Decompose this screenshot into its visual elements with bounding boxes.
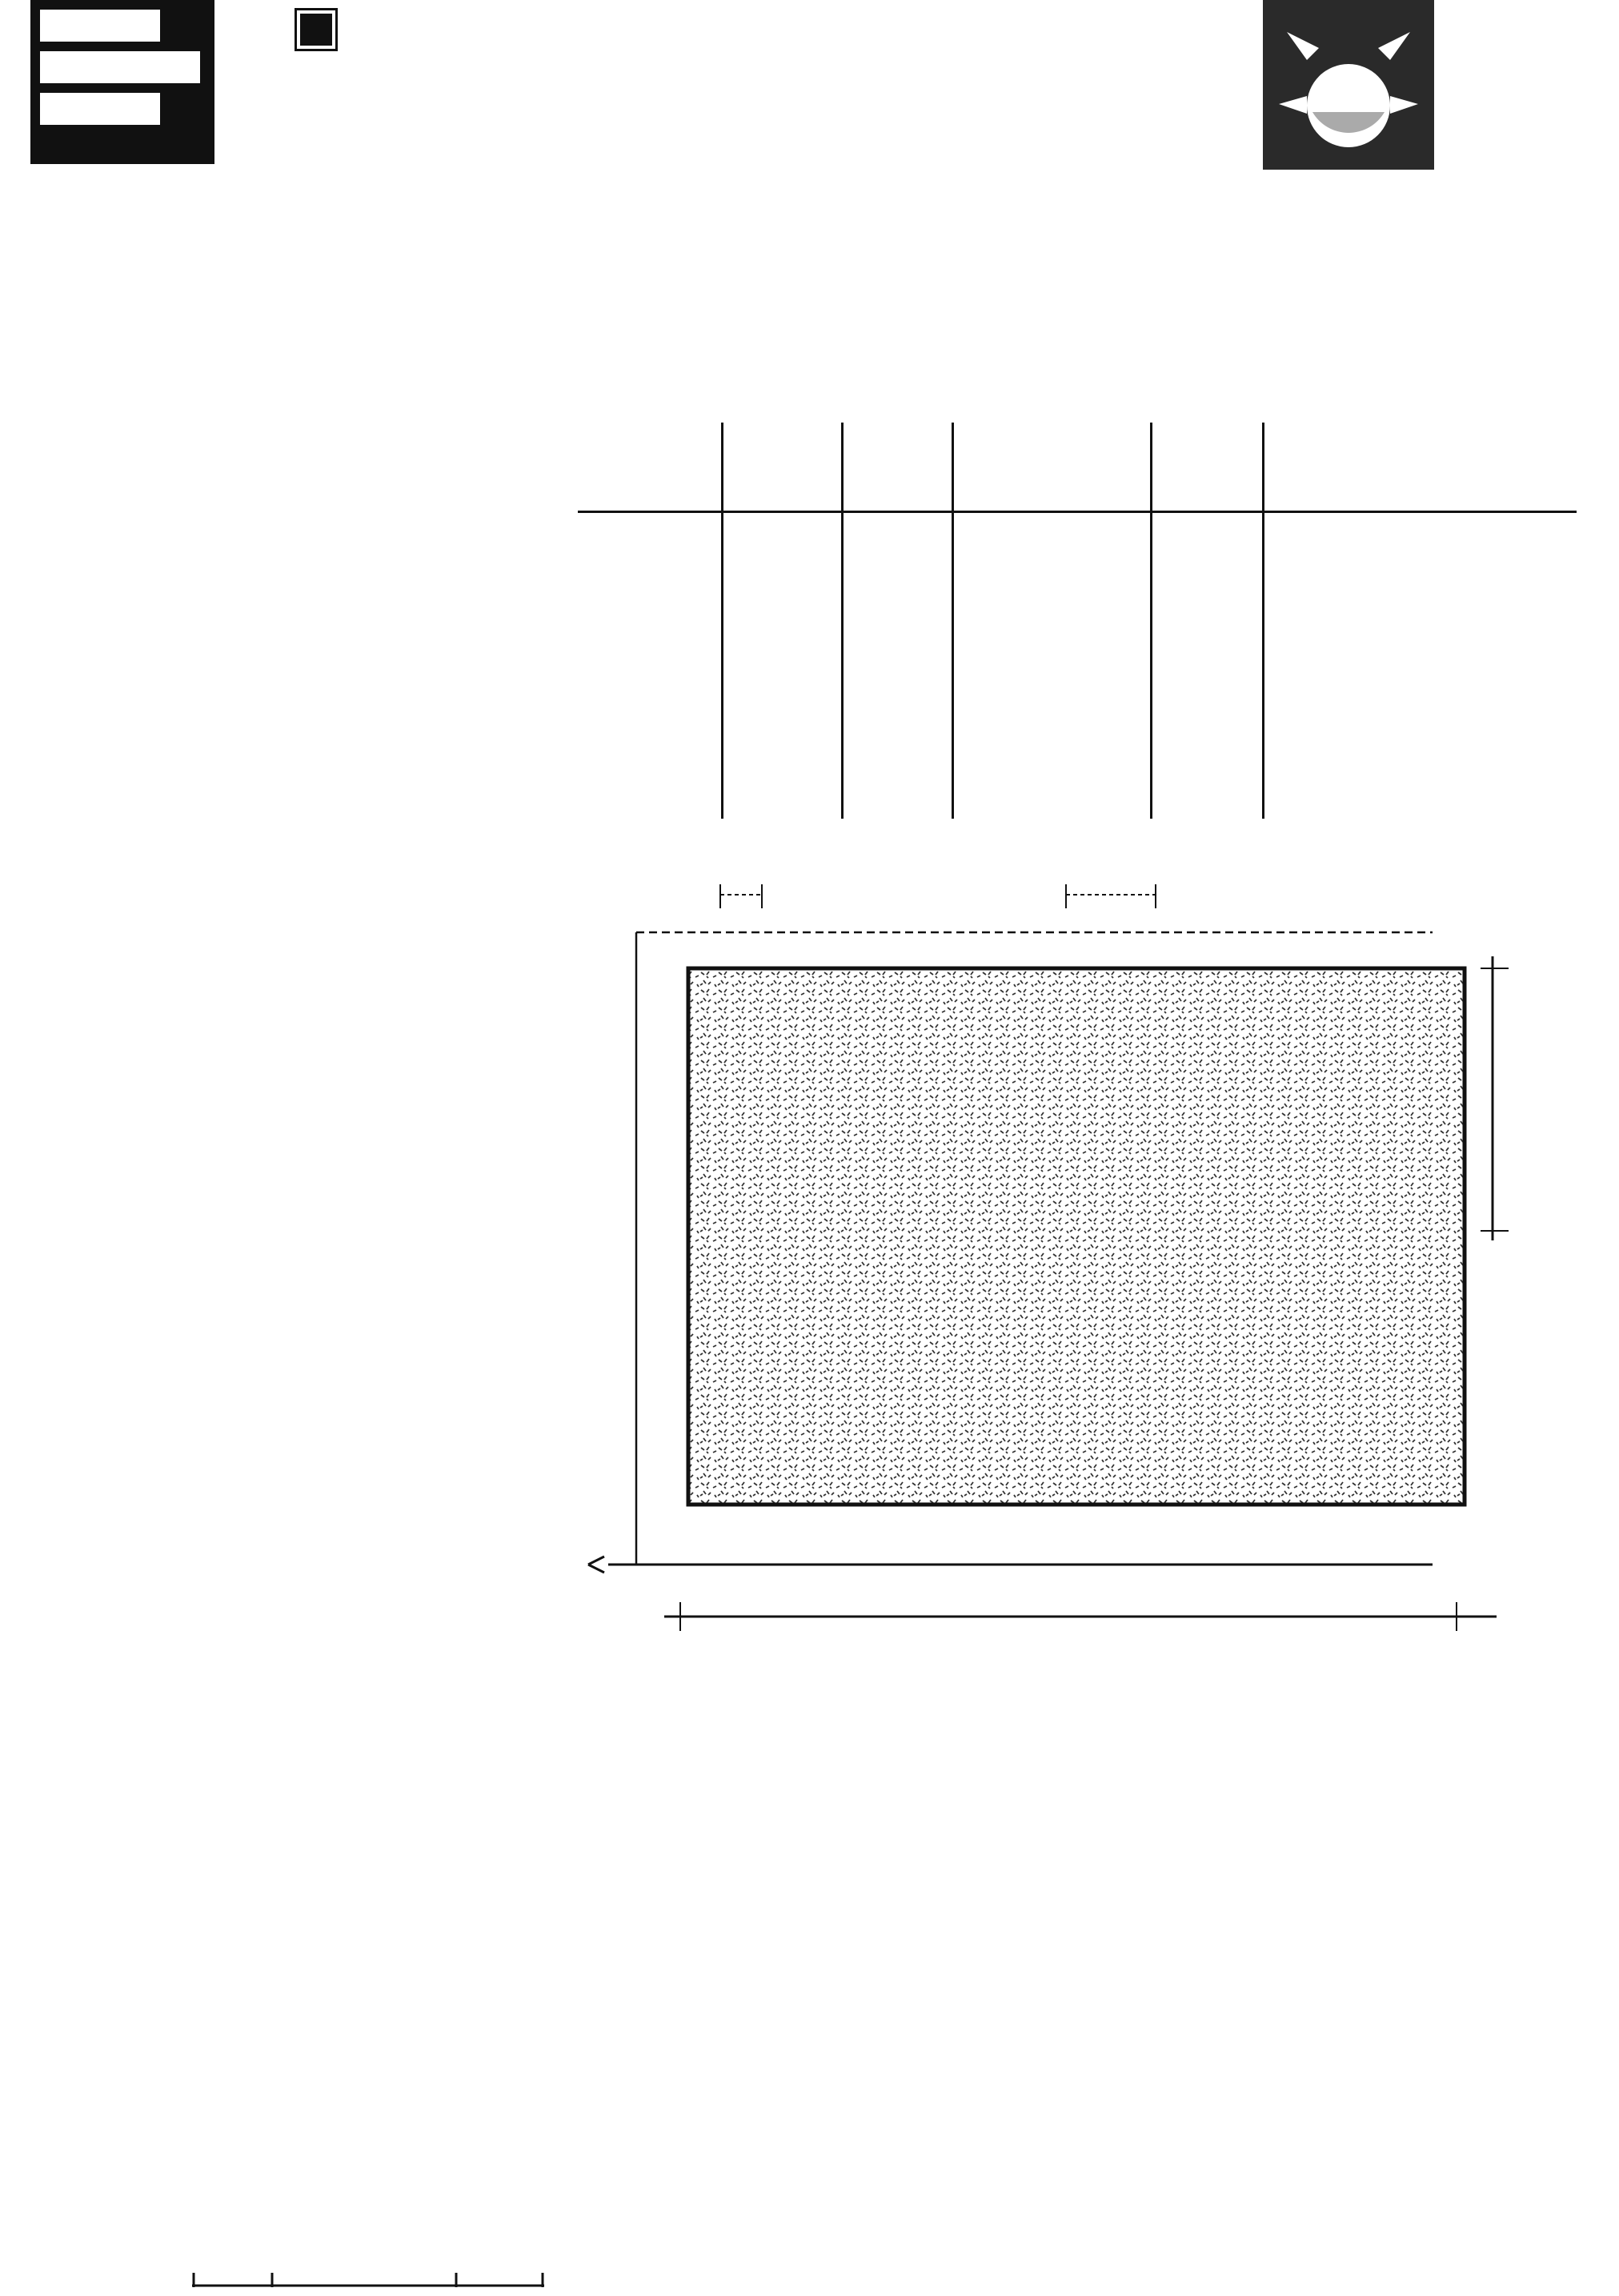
logo-window xyxy=(38,50,202,85)
hormigon-column xyxy=(1380,512,1577,819)
drain-table xyxy=(578,423,1577,819)
col-separacion xyxy=(952,423,1151,512)
nte-logo xyxy=(30,0,214,164)
field-drainage-plan xyxy=(576,864,1513,1633)
separacion-cell xyxy=(952,512,1151,819)
tramo-no-column xyxy=(1151,512,1208,819)
tramo-l-column xyxy=(1208,512,1263,819)
col-mapa xyxy=(722,423,842,512)
col-l xyxy=(1208,463,1263,512)
tabla-cell xyxy=(842,512,952,819)
cisfb-scale xyxy=(192,2262,552,2296)
logo-window xyxy=(38,8,162,43)
mapa-cell xyxy=(722,512,842,819)
field-area xyxy=(688,968,1465,1505)
col-hormigon xyxy=(1380,463,1577,512)
datos-cell xyxy=(578,512,722,819)
logo-window xyxy=(38,91,162,126)
part-number-badge xyxy=(295,8,338,51)
col-diametro xyxy=(1263,423,1577,463)
col-tramo xyxy=(1151,423,1263,463)
col-pvc xyxy=(1263,463,1380,512)
col-tabla xyxy=(842,423,952,512)
col-datos xyxy=(578,423,722,512)
col-no xyxy=(1151,463,1208,512)
drainage-icon xyxy=(1263,0,1434,170)
pvc-column xyxy=(1263,512,1380,819)
